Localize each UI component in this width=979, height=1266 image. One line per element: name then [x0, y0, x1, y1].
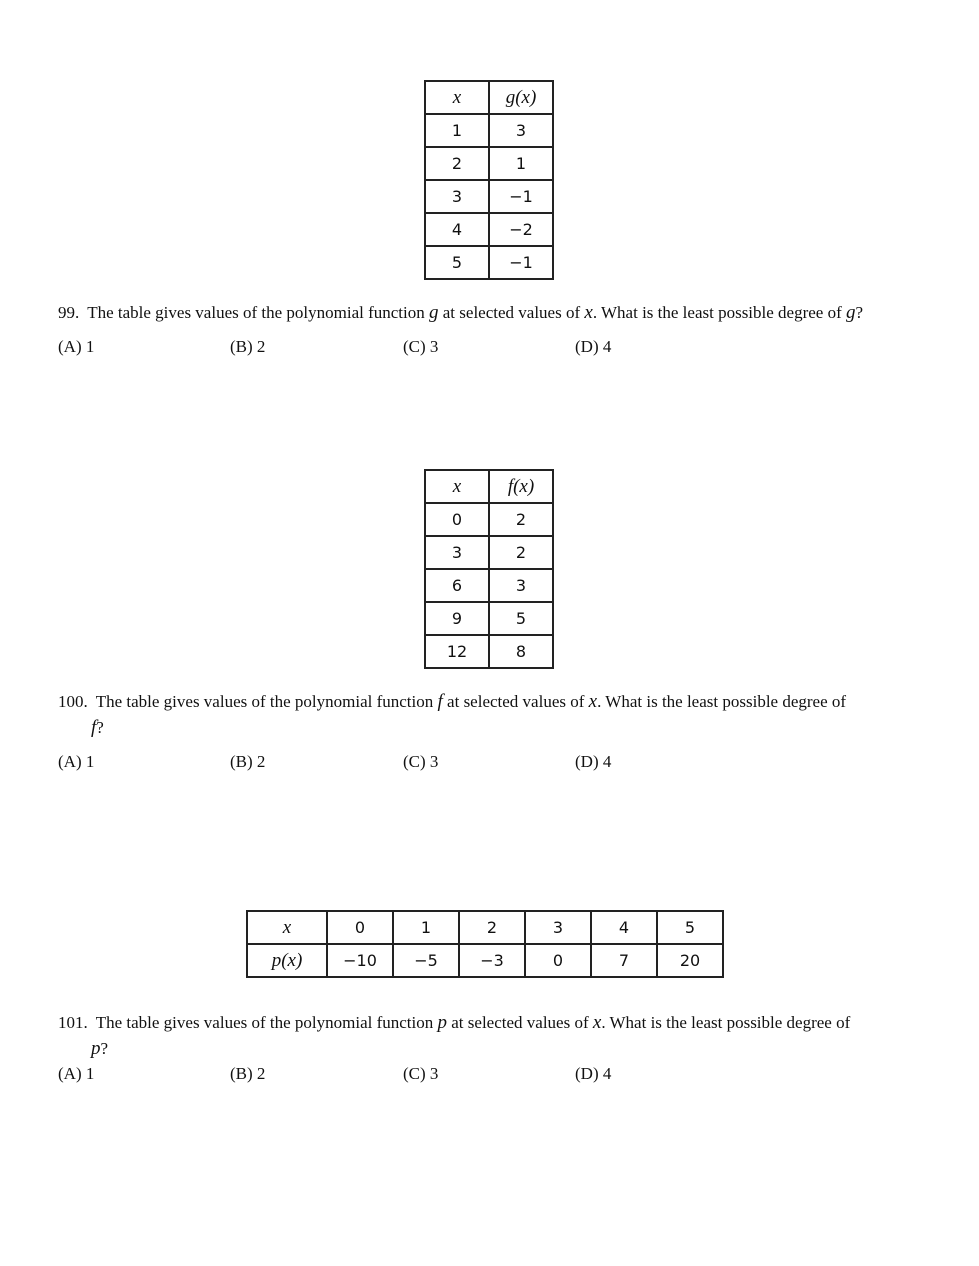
table-cell: 5 — [489, 602, 553, 635]
option-c[interactable]: (C) 3 — [403, 1064, 439, 1083]
table-cell: 0 — [525, 944, 591, 977]
table-cell: −1 — [489, 246, 553, 279]
table-row — [425, 81, 553, 114]
option-a[interactable]: (A) 1 — [58, 1064, 95, 1083]
table-header-fx: f(x) — [489, 470, 553, 503]
table-cell: 9 — [425, 602, 489, 635]
table-cell: −2 — [489, 213, 553, 246]
table-row — [425, 536, 553, 569]
option-a[interactable]: (A) 1 — [58, 752, 95, 771]
table-cell: −1 — [489, 180, 553, 213]
table-row — [247, 944, 723, 977]
table-cell: −5 — [393, 944, 459, 977]
table-cell: 3 — [425, 180, 489, 213]
table-cell: 7 — [591, 944, 657, 977]
table-cell: 8 — [489, 635, 553, 668]
table-cell: 4 — [425, 213, 489, 246]
table-cell: 2 — [489, 536, 553, 569]
table-row — [425, 503, 553, 536]
table-cell: 12 — [425, 635, 489, 668]
table-cell: 3 — [489, 569, 553, 602]
table-header-x: x — [425, 81, 489, 114]
table-cell: 4 — [591, 911, 657, 944]
table-cell: 3 — [425, 536, 489, 569]
option-d[interactable]: (D) 4 — [575, 1064, 612, 1083]
option-c[interactable]: (C) 3 — [403, 752, 439, 771]
table-cell: 5 — [657, 911, 723, 944]
table-cell: 2 — [489, 503, 553, 536]
table-cell: 2 — [459, 911, 525, 944]
table-row — [425, 114, 553, 147]
table-cell: 3 — [489, 114, 553, 147]
table-row — [425, 635, 553, 668]
table-cell: −10 — [327, 944, 393, 977]
table-cell: 1 — [489, 147, 553, 180]
question-number: 100. — [58, 692, 88, 711]
table-row — [425, 180, 553, 213]
table-header-px: p(x) — [247, 944, 327, 977]
table-header-gx: g(x) — [489, 81, 553, 114]
q99-table — [424, 80, 554, 280]
q101-question: 101. The table gives values of the polynomial function p at selected values of x. What is the least possible degree of p? — [58, 1012, 851, 1059]
option-b[interactable]: (B) 2 — [230, 337, 266, 356]
question-number: 101. — [58, 1013, 88, 1032]
table-header-x: x — [425, 470, 489, 503]
table-cell: 1 — [393, 911, 459, 944]
q100-table — [424, 469, 554, 669]
table-cell: 6 — [425, 569, 489, 602]
table-cell: 20 — [657, 944, 723, 977]
option-c[interactable]: (C) 3 — [403, 337, 439, 356]
table-row — [425, 147, 553, 180]
table-cell: 2 — [425, 147, 489, 180]
q99-question: 99. The table gives values of the polynomial function g at selected values of x. What is the least possible degree of g? — [58, 302, 864, 323]
option-a[interactable]: (A) 1 — [58, 337, 95, 356]
table-row — [425, 602, 553, 635]
table-cell: 0 — [425, 503, 489, 536]
option-d[interactable]: (D) 4 — [575, 337, 612, 356]
table-row — [425, 470, 553, 503]
table-row — [425, 569, 553, 602]
option-d[interactable]: (D) 4 — [575, 752, 612, 771]
table-row — [247, 911, 723, 944]
table-row — [425, 246, 553, 279]
table-cell: −3 — [459, 944, 525, 977]
table-header-x: x — [247, 911, 327, 944]
table-cell: 1 — [425, 114, 489, 147]
table-cell: 3 — [525, 911, 591, 944]
table-cell: 5 — [425, 246, 489, 279]
table-cell: 0 — [327, 911, 393, 944]
q100-question: 100. The table gives values of the polynomial function f at selected values of x. What is the least possible degree of f? — [58, 691, 847, 738]
table-row — [425, 213, 553, 246]
option-b[interactable]: (B) 2 — [230, 1064, 266, 1083]
q101-table — [246, 910, 724, 978]
question-number: 99. — [58, 303, 80, 322]
option-b[interactable]: (B) 2 — [230, 752, 266, 771]
